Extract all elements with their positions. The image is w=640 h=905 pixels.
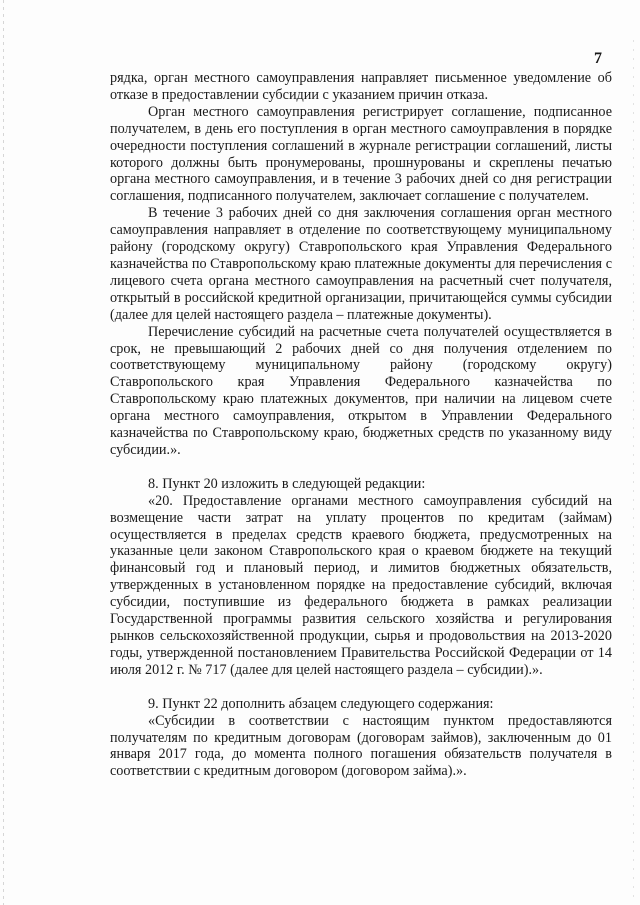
scan-edge-right [633, 40, 634, 900]
paragraph-item-8-heading: 8. Пункт 20 изложить в следующей редакции: [148, 475, 426, 492]
paragraph-item-20: «20. Предоставление органами местного самоуправления субсидий на возмещение части затрат на уплату процентов по кредитам (займам) осуществляется в пределах средств краевого бюджета, предусмотренных на указанные цели законом Ставропольского края о краевом бюджете на текущий финансовый год и плановый период, и лимитов бюджетных обязательств, утвержденных в установленном порядке на предоставление субсидий, включая субсидии, поступившие из федерального бюджета в рамках реализации Государственной программы развития сельского хозяйства и регулирования рынков сельскохозяйственной продукции, сырья и продовольствия на 2013-2020 годы, утвержденной постановлением Правительства Российской Федерации от 14 июля 2012 г. № 717 (далее для целей настоящего раздела – субсидии).». [110, 492, 612, 678]
body-text [110, 70, 612, 780]
paragraph-continuation: рядка, орган местного самоуправления направляет письменное уведомление об отказе в предоставлении субсидии с указанием причин отказа. [110, 70, 612, 103]
paragraph-item-9-heading: 9. Пункт 22 дополнить абзацем следующего содержания: [148, 695, 494, 712]
paragraph-payment-documents: В течение 3 рабочих дней со дня заключения соглашения орган местного самоуправления направляет в отделение по соответствующему муниципальному району (городскому округу) Ставропольского края Управления Федерального казначейства по Ставропольскому краю платежные документы для перечисления с лицевого счета органа местного самоуправления на расчетный счет получателя, открытый в российской кредитной организации, причитающейся суммы субсидии (далее для целей настоящего раздела – платежные документы). [110, 205, 612, 323]
page-number: 7 [594, 50, 602, 67]
scan-edge-left [3, 0, 4, 905]
paragraph-transfer: Перечисление субсидий на расчетные счета получателей осуществляется в срок, не превышающий 2 рабочих дней со дня получения отделением по соответствующему муниципальному району (городскому округу) Ставропольского края Управления Федерального казначейства по Ставропольскому краю платежных документов, при наличии на лицевом счете органа местного самоуправления, открытом в Управлении Федерального казначейства по Ставропольскому краю, бюджетных средств по указанному виду субсидии.». [110, 323, 612, 458]
paragraph-registration: Орган местного самоуправления регистрирует соглашение, подписанное получателем, в день его поступления в орган местного самоуправления в порядке очередности поступления соглашений в журнале регистрации соглашений, листы которого должны быть пронумерованы, прошнурованы и скреплены печатью органа местного самоуправления, и в течение 3 рабочих дней со дня регистрации соглашения, подписанного получателем, заключает соглашение с получателем. [110, 103, 612, 205]
paragraph-item-22-addition: «Субсидии в соответствии с настоящим пунктом предоставляются получателям по кредитным договорам (договорам займов), заключенным до 01 января 2017 года, до момента полного погашения обязательств получателя в соответствии с кредитным договором (договором займа).». [110, 712, 612, 780]
